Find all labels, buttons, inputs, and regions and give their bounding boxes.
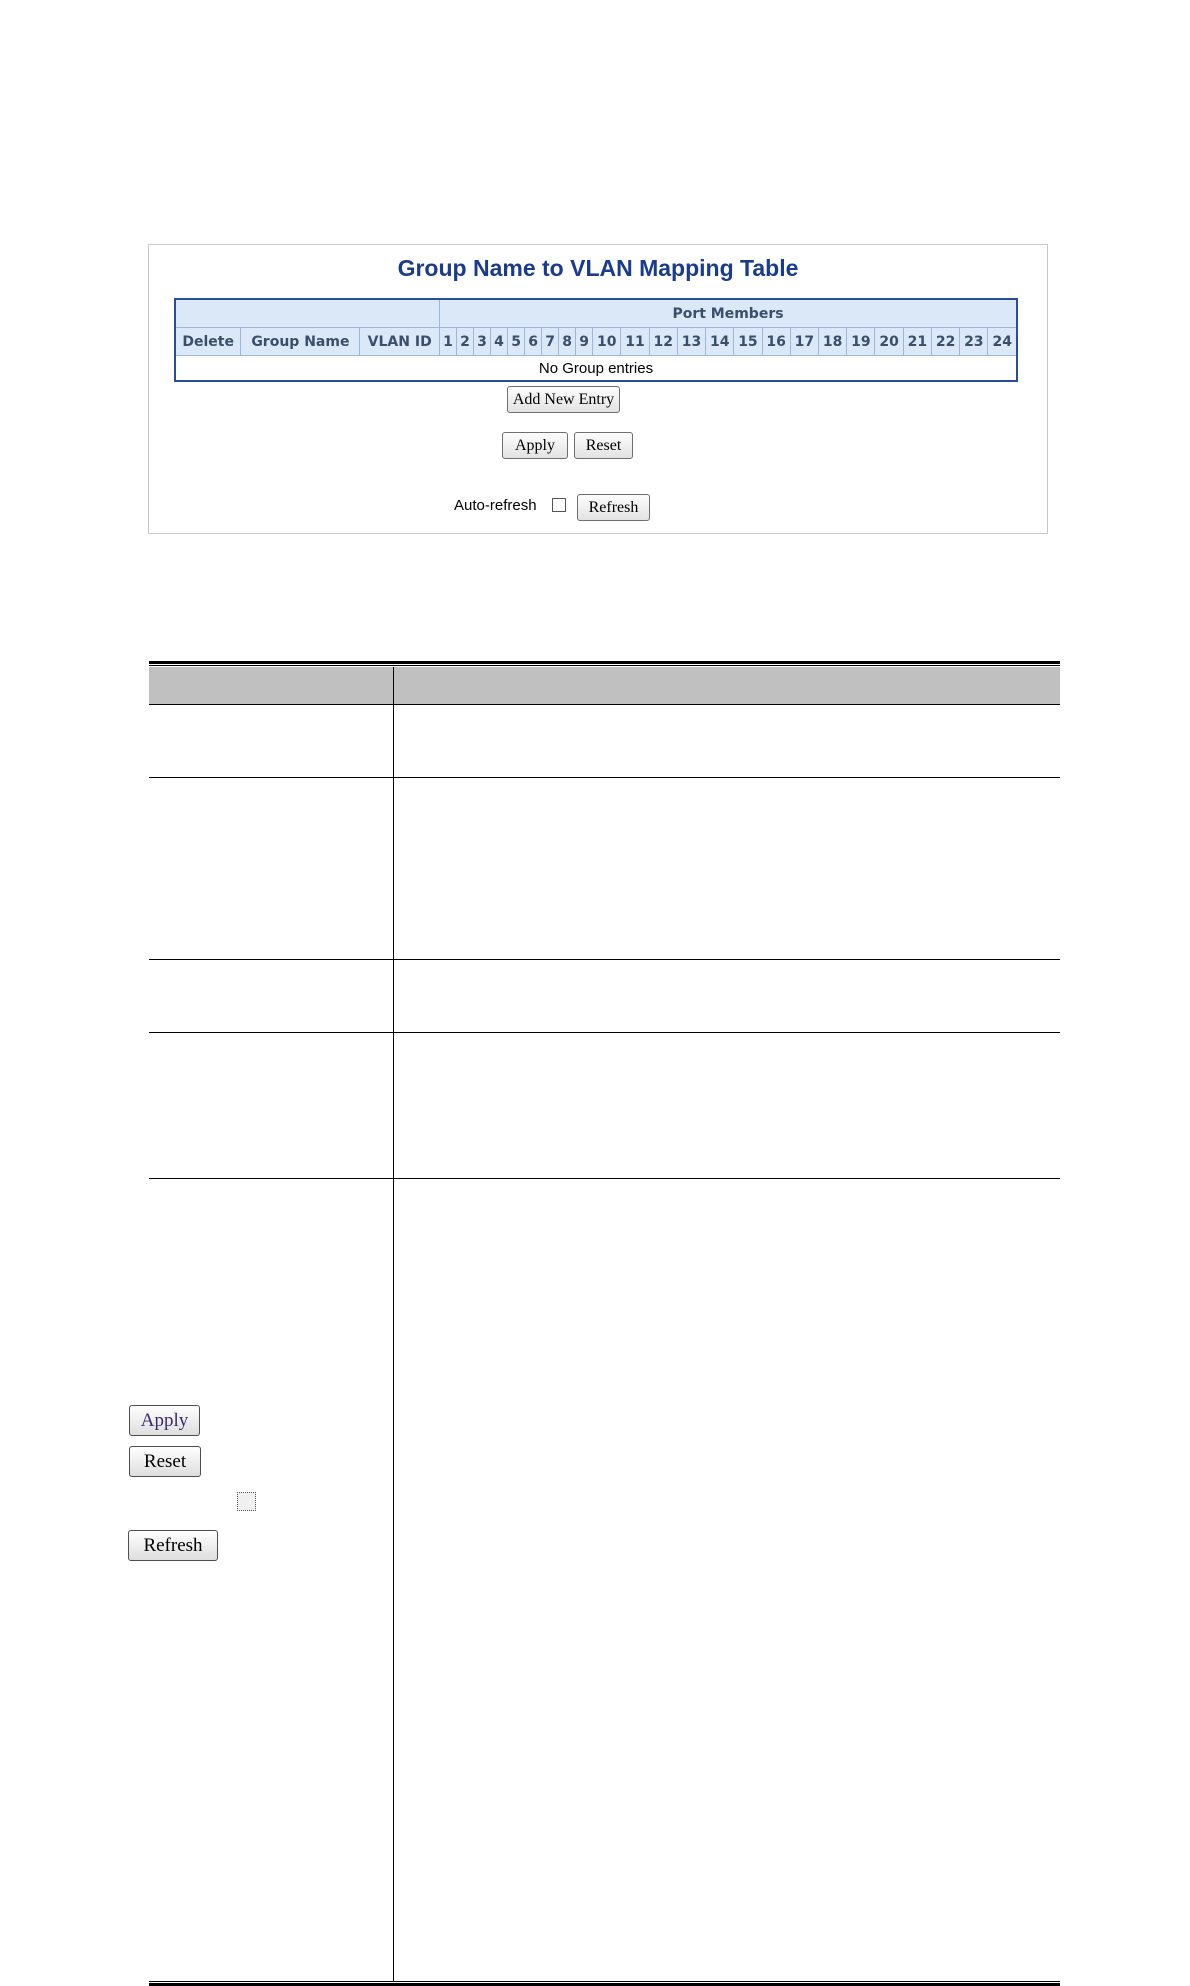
port-header: 17: [790, 328, 818, 356]
table-top-border: [149, 661, 1060, 666]
port-header: 4: [491, 328, 508, 356]
port-header: 2: [457, 328, 474, 356]
port-header: 6: [525, 328, 542, 356]
port-header: 22: [931, 328, 959, 356]
port-header: 5: [508, 328, 525, 356]
row-divider: [149, 1178, 1060, 1179]
port-header: 13: [677, 328, 705, 356]
vlan-id-header: VLAN ID: [360, 328, 440, 356]
port-header: 8: [559, 328, 576, 356]
table-bottom-border: [149, 1981, 1060, 1986]
port-header: 18: [819, 328, 847, 356]
delete-header: Delete: [175, 328, 241, 356]
group-header-row: [175, 299, 1017, 328]
row-divider: [149, 777, 1060, 778]
row-divider: [149, 1032, 1060, 1033]
table-row: [175, 356, 1017, 382]
port-members-header: Port Members: [440, 299, 1018, 328]
port-header: 9: [576, 328, 593, 356]
port-header: 12: [649, 328, 677, 356]
group-name-header: Group Name: [241, 328, 360, 356]
auto-refresh-legend-checkbox[interactable]: [237, 1492, 256, 1511]
port-header: 3: [474, 328, 491, 356]
column-header-row: [175, 328, 1017, 356]
auto-refresh-checkbox[interactable]: [552, 498, 566, 512]
row-divider: [149, 704, 1060, 705]
group-vlan-mapping-table: [174, 298, 1018, 382]
port-header: 21: [903, 328, 931, 356]
port-header: 19: [847, 328, 875, 356]
port-header: 10: [593, 328, 621, 356]
port-header: 7: [542, 328, 559, 356]
header-spacer: [175, 299, 440, 328]
port-header: 11: [621, 328, 649, 356]
refresh-button[interactable]: Refresh: [577, 494, 650, 521]
port-header: 16: [762, 328, 790, 356]
row-divider: [149, 959, 1060, 960]
group-vlan-mapping-panel: [148, 244, 1048, 534]
column-divider: [393, 667, 394, 1981]
port-header: 24: [988, 328, 1017, 356]
empty-message: No Group entries: [175, 356, 1017, 382]
port-header: 15: [734, 328, 762, 356]
apply-button[interactable]: Apply: [502, 432, 568, 459]
apply-legend-button[interactable]: Apply: [129, 1405, 200, 1436]
port-header: 1: [440, 328, 457, 356]
port-header: 20: [875, 328, 903, 356]
table-header-row: [149, 667, 1060, 704]
auto-refresh-label: Auto-refresh: [454, 497, 537, 514]
port-header: 23: [960, 328, 988, 356]
add-new-entry-button[interactable]: Add New Entry: [507, 386, 620, 413]
refresh-legend-button[interactable]: Refresh: [128, 1530, 218, 1561]
reset-button[interactable]: Reset: [574, 432, 633, 459]
port-header: 14: [706, 328, 734, 356]
panel-title: Group Name to VLAN Mapping Table: [397, 255, 799, 281]
reset-legend-button[interactable]: Reset: [129, 1446, 201, 1477]
